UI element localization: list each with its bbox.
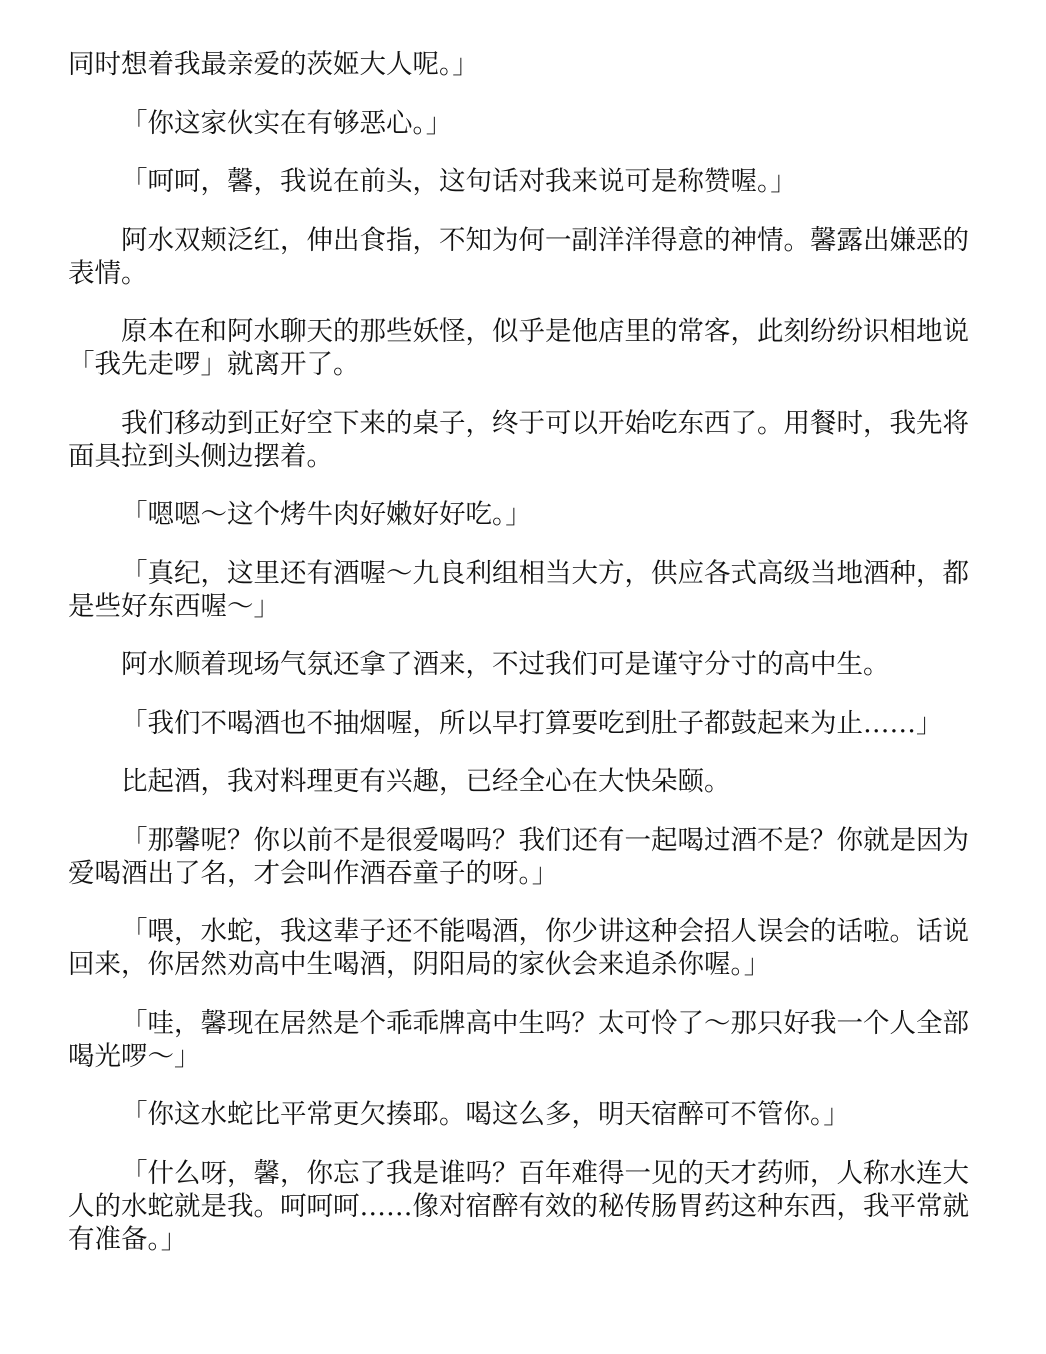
paragraph: 「喂，水蛇，我这辈子还不能喝酒，你少讲这种会招人误会的话啦。话说回来，你居然劝高中生喝酒，阴阳局的家伙会来追杀你喔。」 [68,916,969,980]
paragraph: 「你这水蛇比平常更欠揍耶。喝这么多，明天宿醉可不管你。」 [121,1099,850,1130]
paragraph: 同时想着我最亲爱的茨姬大人呢。」 [68,49,479,80]
paragraph: 阿水双颊泛红，伸出食指，不知为何一副洋洋得意的神情。馨露出嫌恶的表情。 [68,224,969,289]
paragraph: 原本在和阿水聊天的那些妖怪，似乎是他店里的常客，此刻纷纷识相地说「我先走啰」就离开了。 [68,316,969,380]
paragraph: 比起酒，我对料理更有兴趣，已经全心在大快朵颐。 [121,766,731,797]
paragraph: 我们移动到正好空下来的桌子，终于可以开始吃东西了。用餐时，我先将面具拉到头侧边摆着。 [68,407,969,472]
paragraph: 阿水顺着现场气氛还拿了酒来，不过我们可是谨守分寸的高中生。 [121,649,890,680]
paragraph: 「呵呵，馨，我说在前头，这句话对我来说可是称赞喔。」 [121,166,797,197]
paragraph: 「嗯嗯～这个烤牛肉好嫩好好吃。」 [121,499,532,530]
paragraph: 「什么呀，馨，你忘了我是谁吗？百年难得一见的天才药师，人称水连大人的水蛇就是我。呵呵呵……像对宿醉有效的秘传肠胃药这种东西，我平常就有准备。」 [68,1157,969,1255]
paragraph: 「我们不喝酒也不抽烟喔，所以早打算要吃到肚子都鼓起来为止……」 [121,707,943,739]
paragraph: 「哇，馨现在居然是个乖乖牌高中生吗？太可怜了～那只好我一个人全部喝光啰～」 [68,1007,969,1072]
paragraph: 「真纪，这里还有酒喔～九良利组相当大方，供应各式高级当地酒种，都是些好东西喔～」 [68,557,969,622]
paragraph: 「那馨呢？你以前不是很爱喝吗？我们还有一起喝过酒不是？你就是因为爱喝酒出了名，才会叫作酒吞童子的呀。」 [68,824,969,889]
paragraph: 「你这家伙实在有够恶心。」 [121,107,453,139]
